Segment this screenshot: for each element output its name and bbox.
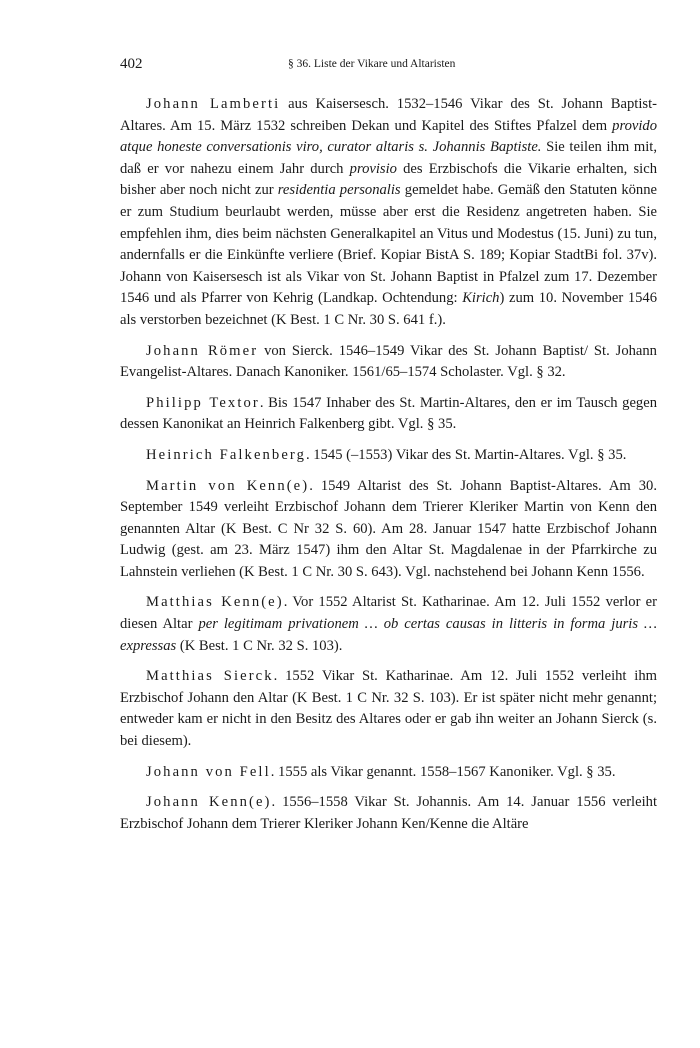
entry-name: Heinrich Falkenberg <box>146 446 306 463</box>
entry-paragraph <box>120 666 657 752</box>
entry-text: . 1552 Vikar St. Katharinae. Am 12. Juli 1552 verleiht ihm Erzbischof Johann den Altar (K Best. 1 C Nr. 32 S. 103). Er ist später nicht mehr genannt; entweder kam er nicht in den Besitz des Altares oder er gab ihn weiter an Johann Sierck (s. bei diesem). <box>120 668 657 750</box>
latin-quote: provido atque honeste conversationis viro, curator altaris s. Johannis Baptiste. <box>120 117 657 156</box>
entry-text: . 1555 als Vikar genannt. 1558–1567 Kanoniker. Vgl. § 35. <box>270 763 616 780</box>
entry-name: Johann von Fell <box>146 763 271 780</box>
entry-name: Matthias Kenn(e) <box>146 594 284 611</box>
entry-text: gemeldet habe. Gemäß den Statuten könne er zum Studium beurlaubt werden, müsse aber erst die Residenz angetreten haben. Sie empfehlen ihm, dies beim nächsten Generalkapitel an Vitus und Modestus (15. Juni) zu tun, andernfalls er die Einkünfte verliere (Brief. Kopiar BistA S. 189; Kopiar StadtBi fol. 37v). Johann von Kaisersesch ist als Vikar von St. Johann Baptist in Pfalzel zum 17. Dezember 1546 und als Pfarrer von Kehrig (Landkap. Ochtendung: <box>120 182 657 307</box>
book-page <box>120 56 657 844</box>
entry-paragraph <box>120 762 657 784</box>
entry-text: ) zum 10. November 1546 als verstorben bezeichnet (K Best. 1 C Nr. 30 S. 641 f.). <box>120 290 658 328</box>
entry-text: . 1545 (–1553) Vikar des St. Martin-Altares. Vgl. § 35. <box>306 446 627 463</box>
entry-text: . 1556–1558 Vikar St. Johannis. Am 14. Januar 1556 verleiht Erzbischof Johann dem Trierer Kleriker Johann Ken/Kenne die Altäre <box>120 794 657 832</box>
entry-name: Johann Lamberti <box>146 96 281 112</box>
latin-quote: residentia personalis <box>277 182 401 199</box>
entry-paragraph <box>120 445 657 467</box>
latin-quote: Kirich <box>462 290 500 307</box>
entry-text: . Vor 1552 Altarist St. Katharinae. Am 12. Juli 1552 verlor er diesen Altar <box>120 594 658 633</box>
entry-paragraph <box>120 94 657 332</box>
entry-paragraph <box>120 341 657 384</box>
latin-quote: provisio <box>349 160 397 177</box>
entry-text: (K Best. 1 C Nr. 32 S. 103). <box>176 637 343 654</box>
entry-text: . Bis 1547 Inhaber des St. Martin-Altares, den er im Tausch gegen dessen Kanonikat an Heinrich Falkenberg gibt. Vgl. § 35. <box>120 394 657 433</box>
entry-text: Sie teilen ihm mit, daß er vor nahezu einem Jahr durch <box>120 139 657 177</box>
entry-name: Matthias Sierck <box>146 668 274 685</box>
entry-name: Johann Römer <box>146 342 259 359</box>
entry-name: Johann Kenn(e) <box>146 794 272 811</box>
page-number: 402 <box>120 56 143 72</box>
latin-quote: per legitimam privationem … ob certas causas in litteris in forma juris … expressas <box>120 616 657 654</box>
entry-name: Philipp Textor <box>146 394 260 411</box>
section-title: § 36. Liste der Vikare und Altaristen <box>288 58 456 70</box>
entry-paragraph <box>120 476 657 584</box>
entry-text: von Sierck. 1546–1549 Vikar des St. Johann Baptist/ St. Johann Evangelist-Altares. Danach Kanoniker. 1561/65–1574 Scholaster. Vgl. § 32. <box>120 342 657 381</box>
entry-text: des Erzbischofs die Vikarie erhalten, sich bisher aber noch nicht zur <box>120 160 657 199</box>
entry-paragraph <box>120 592 657 657</box>
entry-name: Martin von Kenn(e) <box>146 477 310 494</box>
entry-list <box>120 94 657 835</box>
entry-paragraph <box>120 792 657 835</box>
entry-text: . 1549 Altarist des St. Johann Baptist-Altares. Am 30. September 1549 verleiht Erzbischof Johann dem Trierer Kleriker Martin von Kenn den genannten Altar (K Best. C Nr 32 S. 60). Am 28. Januar 1547 hatte Erzbischof Johann Ludwig (gest. am 23. März 1547) ihm den Altar St. Magdalenae in der Pfarrkirche zu Lahnstein verliehen (K Best. 1 C Nr. 30 S. 643). Vgl. nachstehend bei Johann Kenn 1556. <box>120 477 657 580</box>
running-head <box>120 56 657 80</box>
entry-paragraph <box>120 393 657 436</box>
entry-text: aus Kaisersesch. 1532–1546 Vikar des St. Johann Baptist-Altares. Am 15. März 1532 schreiben Dekan und Kapitel des Stiftes Pfalzel dem <box>120 96 657 134</box>
